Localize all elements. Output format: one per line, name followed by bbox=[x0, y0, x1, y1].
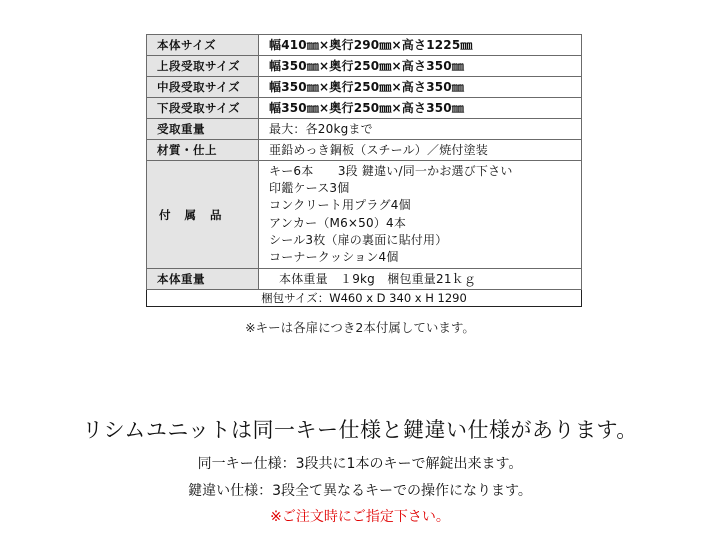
accessory-item: コーナークッション4個 bbox=[269, 250, 399, 265]
spec-row-upper-size bbox=[147, 56, 582, 77]
accessory-item: 印鑑ケース3個 bbox=[269, 181, 350, 196]
spec-value: 幅350㎜×奥行250㎜×高さ350㎜ bbox=[259, 98, 582, 119]
spec-label: 材質・仕上 bbox=[147, 140, 259, 161]
spec-value: 幅350㎜×奥行250㎜×高さ350㎜ bbox=[259, 56, 582, 77]
spec-label: 付属品 bbox=[147, 161, 259, 269]
different-key-description: 鍵違い仕様：3段全て異なるキーでの操作になります。 bbox=[188, 483, 532, 499]
spec-row-accessories bbox=[147, 161, 582, 269]
spec-value: 幅410㎜×奥行290㎜×高さ1225㎜ bbox=[259, 35, 582, 56]
spec-label: 中段受取サイズ bbox=[147, 77, 259, 98]
spec-value: 本体重量 １9kg 梱包重量21ｋｇ bbox=[259, 269, 582, 290]
accessories-list bbox=[269, 161, 581, 268]
spec-label: 上段受取サイズ bbox=[147, 56, 259, 77]
accessory-item: シール3枚（扉の裏面に貼付用） bbox=[269, 232, 448, 247]
spec-row-load bbox=[147, 119, 582, 140]
spec-row-package-size bbox=[147, 290, 582, 307]
order-instruction: ※ご注文時にご指定下さい。 bbox=[270, 509, 450, 525]
spec-table bbox=[146, 34, 582, 307]
accessory-item: アンカー（M6×50）4本 bbox=[269, 215, 407, 230]
spec-label: 本体重量 bbox=[147, 269, 259, 290]
spec-value: 亜鉛めっき鋼板（スチール）／焼付塗装 bbox=[259, 140, 582, 161]
accessory-item: コンクリート用プラグ4個 bbox=[269, 198, 411, 213]
accessory-item: キー6本 3段 鍵違い/同一かお選び下さい bbox=[269, 164, 513, 178]
spec-label: 下段受取サイズ bbox=[147, 98, 259, 119]
spec-row-middle-size bbox=[147, 77, 582, 98]
package-size: 梱包サイズ：W460 x D 340 x H 1290 bbox=[147, 290, 582, 307]
spec-label: 受取重量 bbox=[147, 119, 259, 140]
spec-row-weight bbox=[147, 269, 582, 290]
same-key-description: 同一キー仕様：3段共に1本のキーで解錠出来ます。 bbox=[197, 456, 523, 472]
headline: リシムユニットは同一キー仕様と鍵違い仕様があります。 bbox=[82, 418, 638, 442]
spec-row-body-size bbox=[147, 35, 582, 56]
spec-label: 本体サイズ bbox=[147, 35, 259, 56]
spec-value: 最大：各20kgまで bbox=[259, 119, 582, 140]
spec-row-lower-size bbox=[147, 98, 582, 119]
accessories-cell bbox=[259, 161, 582, 269]
spec-value: 幅350㎜×奥行250㎜×高さ350㎜ bbox=[259, 77, 582, 98]
key-note: ※キーは各扉につき2本付属しています。 bbox=[245, 320, 475, 335]
spec-row-material bbox=[147, 140, 582, 161]
